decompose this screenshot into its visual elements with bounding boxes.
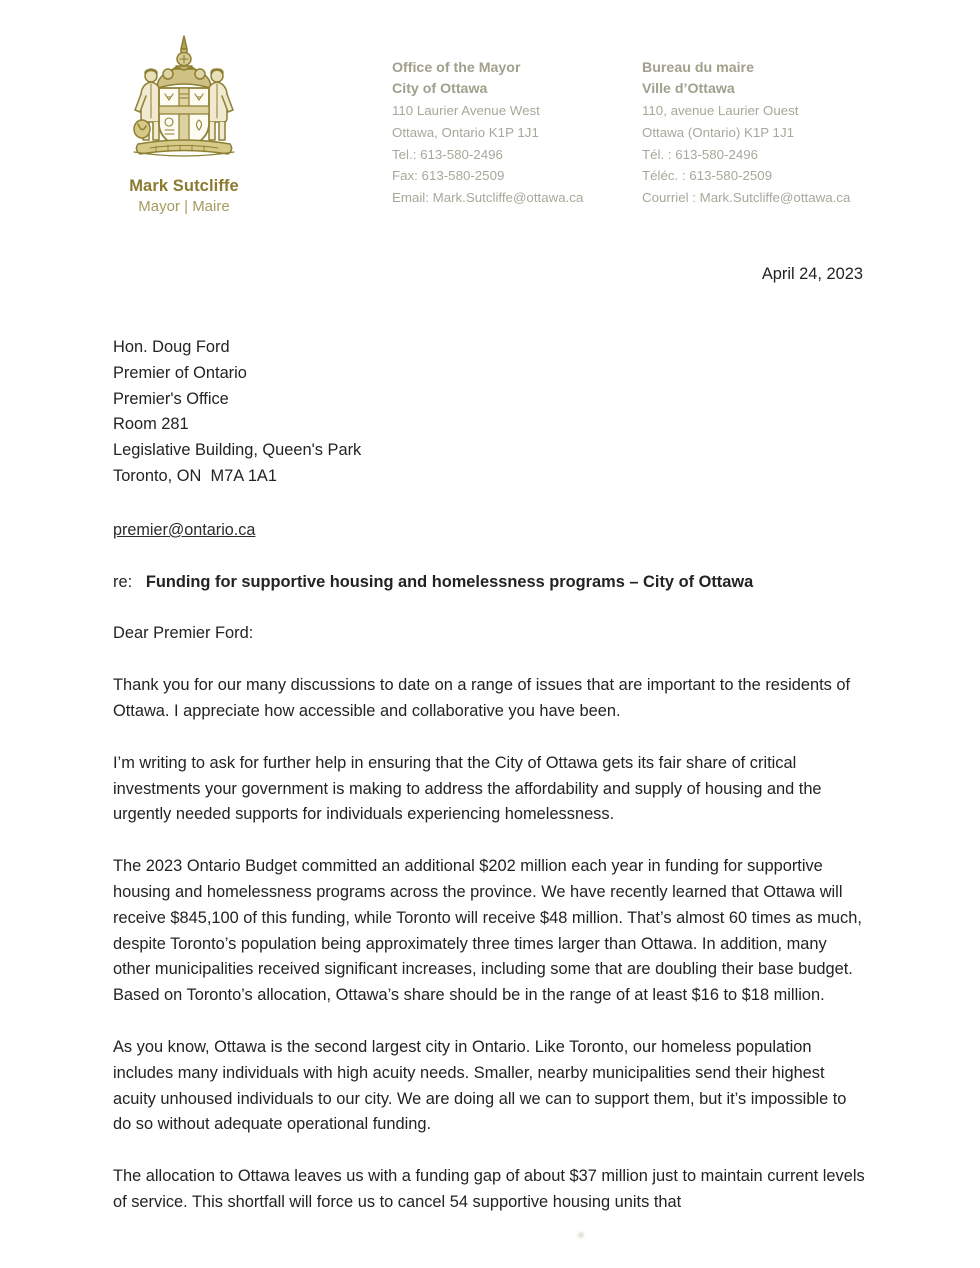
letterhead bbox=[0, 0, 980, 232]
recipient-line-4: Room 281 bbox=[113, 415, 189, 434]
subject-prefix: re: bbox=[113, 572, 133, 591]
letter-body bbox=[113, 262, 865, 1232]
address-fr-line1: 110, avenue Laurier Ouest bbox=[642, 103, 799, 118]
email-en: Email: Mark.Sutcliffe@ottawa.ca bbox=[392, 190, 584, 206]
fax-fr: Téléc. : 613-580-2509 bbox=[642, 168, 773, 184]
recipient-line-3: Premier's Office bbox=[113, 389, 229, 408]
office-heading-en-line2: City of Ottawa bbox=[392, 81, 488, 97]
letter-date: April 24, 2023 bbox=[761, 265, 863, 283]
recipient-line-2: Premier of Ontario bbox=[113, 363, 247, 382]
address-en-line1: 110 Laurier Avenue West bbox=[392, 103, 540, 118]
office-heading-fr-line2: Ville d’Ottawa bbox=[642, 81, 735, 97]
recipient-line-6: Toronto, ON M7A 1A1 bbox=[113, 466, 277, 485]
coat-of-arms-icon bbox=[126, 32, 242, 172]
address-fr-line2: Ottawa (Ontario) K1P 1J1 bbox=[642, 124, 794, 140]
body-paragraph-5: The allocation to Ottawa leaves us with a funding gap of about $37 million just to maintain current levels of service. This shortfall will force us to cancel 54 supportive housing units that bbox=[113, 1167, 865, 1211]
email-fr: Courriel : Mark.Sutcliffe@ottawa.ca bbox=[642, 190, 851, 206]
salutation: Dear Premier Ford: bbox=[113, 624, 254, 643]
recipient-line-5: Legislative Building, Queen's Park bbox=[113, 441, 362, 460]
contact-block-english bbox=[392, 58, 583, 209]
recipient-address-block bbox=[113, 335, 865, 490]
office-heading-en-line1: Office of the Mayor bbox=[392, 60, 521, 76]
telephone-fr: Tél. : 613-580-2496 bbox=[642, 146, 759, 162]
body-paragraph-4: As you know, Ottawa is the second largest city in Ontario. Like Toronto, our homeless population includes many individuals with high acuity needs. Smaller, nearby municipalities send their highest acuity unhoused individuals to our city. We are doing all we can to support them, but it’s impossible to do so without adequate operational funding. bbox=[113, 1037, 847, 1134]
body-paragraph-2: I’m writing to ask for further help in ensuring that the City of Ottawa gets its fair share of critical investments your government is making to address the affordability and supply of housing and the urgently needed supports for individuals experiencing homelessness. bbox=[113, 753, 822, 824]
mayor-role: Mayor | Maire bbox=[138, 198, 230, 215]
address-en-line2: Ottawa, Ontario K1P 1J1 bbox=[392, 124, 539, 140]
body-paragraph-3: The 2023 Ontario Budget committed an additional $202 million each year in funding for supportive housing and homelessness programs across the province. We have recently learned that Ottawa will receive $845,100 of this funding, while Toronto will receive $48 million. That’s almost 60 times as much, despite Toronto’s population being approximately three times larger than Ottawa. In addition, many other municipalities received significant increases, including some that are doubling their base budget. Based on Toronto’s allocation, Ottawa’s share should be in the range of at least $16 to $18 million. bbox=[113, 857, 862, 1005]
office-heading-fr-line1: Bureau du maire bbox=[642, 60, 754, 76]
scan-artifact-dot bbox=[578, 1232, 584, 1238]
fax-en: Fax: 613-580-2509 bbox=[392, 168, 505, 184]
subject-line bbox=[113, 570, 865, 596]
mayor-name: Mark Sutcliffe bbox=[129, 177, 239, 195]
body-paragraph-1: Thank you for our many discussions to date on a range of issues that are important to the residents of Ottawa. I appreciate how accessible and collaborative you have been. bbox=[113, 676, 851, 720]
recipient-line-1: Hon. Doug Ford bbox=[113, 338, 230, 356]
recipient-email-link[interactable]: premier@ontario.ca bbox=[113, 520, 256, 539]
subject-text: Funding for supportive housing and homelessness programs – City of Ottawa bbox=[145, 572, 754, 591]
telephone-en: Tel.: 613-580-2496 bbox=[392, 146, 503, 162]
contact-block-french bbox=[642, 58, 850, 209]
crest-block bbox=[104, 32, 264, 215]
